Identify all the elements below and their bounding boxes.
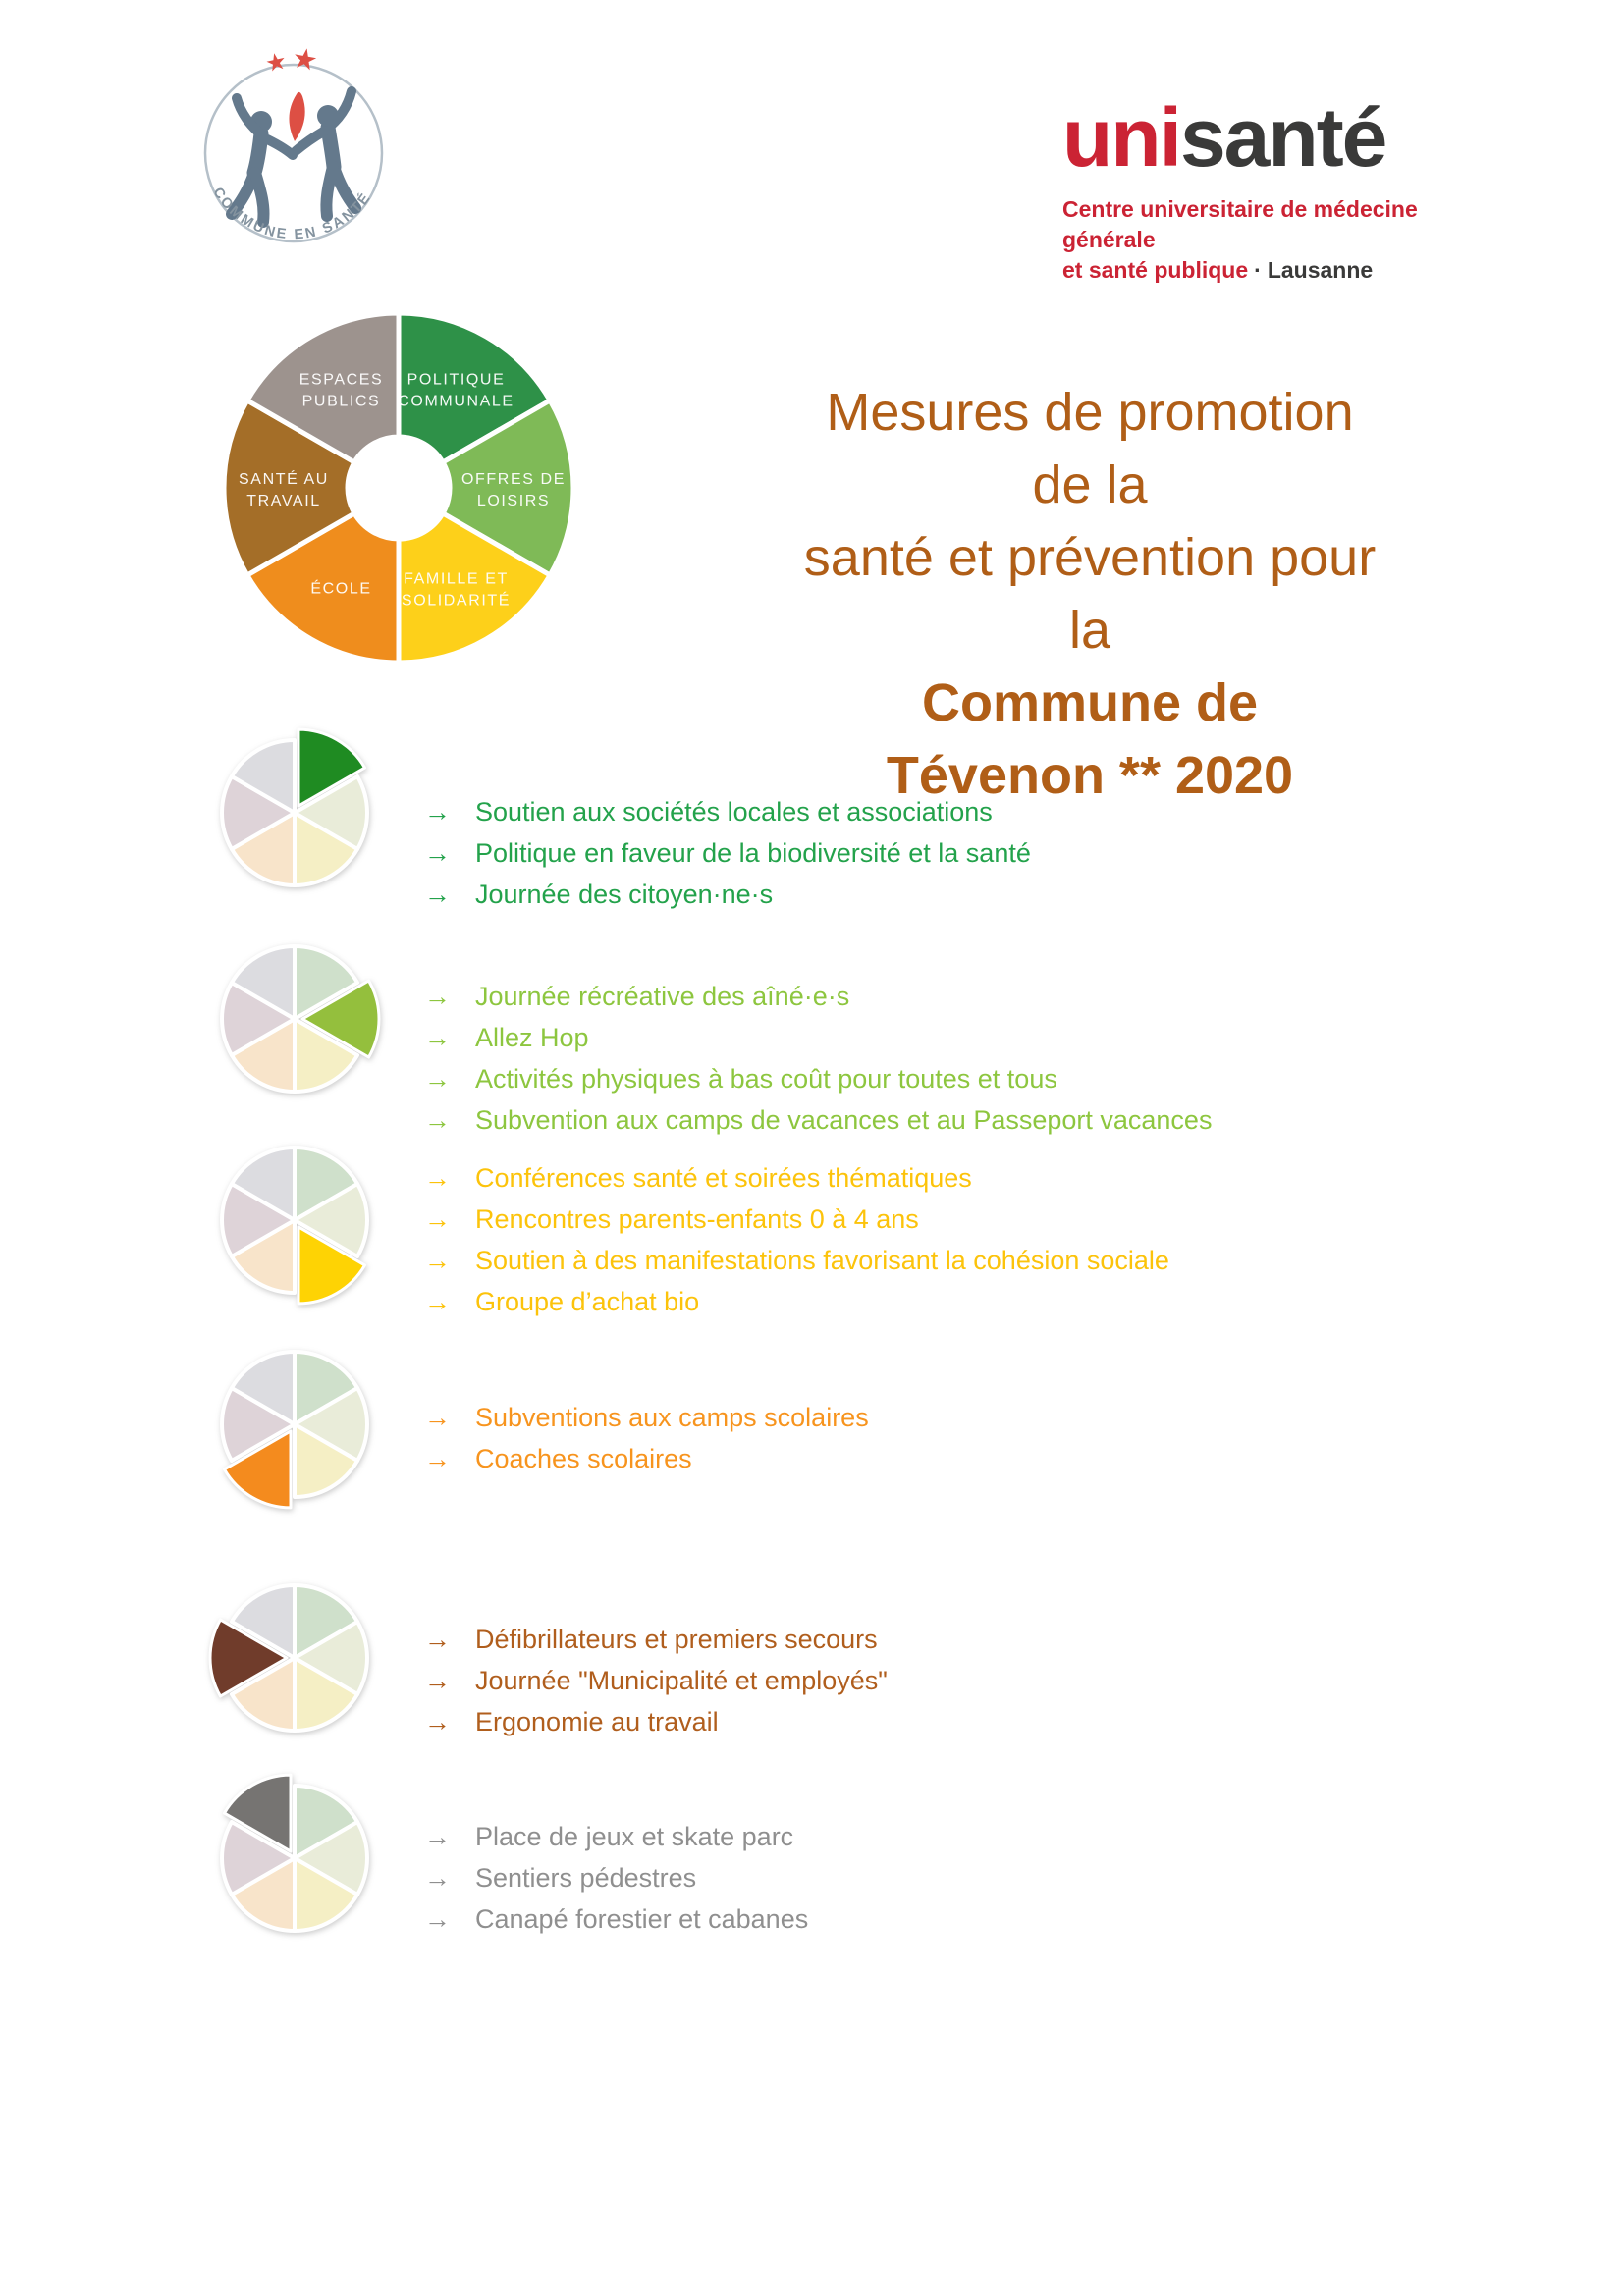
measure-item-label: Défibrillateurs et premiers secours: [475, 1625, 878, 1654]
measure-list-ecole: [424, 1397, 869, 1479]
mini-pie-espaces-publics: [206, 1770, 383, 1947]
arrow-bullet-icon: →: [424, 1666, 451, 1695]
wheel-segment-label: FAMILLE ET SOLIDARITÉ: [401, 570, 512, 610]
measure-item: [424, 1816, 808, 1857]
title-line-3: Commune de: [921, 673, 1259, 732]
star-icon: ★: [289, 42, 321, 79]
wheel-segment-label: POLITIQUE COMMUNALE: [398, 371, 514, 410]
measure-list-politique-communale: [424, 791, 1031, 915]
measure-item-label: Canapé forestier et cabanes: [475, 1904, 809, 1934]
arrow-bullet-icon: →: [424, 1105, 451, 1135]
measure-item: [424, 1701, 888, 1742]
arrow-bullet-icon: →: [424, 797, 451, 827]
measure-item: [424, 976, 1212, 1017]
wheel-segment-label: ESPACES PUBLICS: [298, 371, 384, 410]
measure-item: [424, 832, 1031, 874]
left-figure: [232, 98, 293, 222]
measure-item: [424, 1058, 1212, 1099]
measure-item: [424, 1199, 1169, 1240]
unisante-logo: [1062, 91, 1494, 286]
measure-item-label: Subvention aux camps de vacances et au Passeport vacances: [475, 1105, 1213, 1135]
measure-list-sante-au-travail: [424, 1619, 888, 1742]
measure-item: [424, 791, 1031, 832]
measure-item: [424, 874, 1031, 915]
unisante-wordmark: [1062, 91, 1494, 184]
measure-item-label: Journée des citoyen·ne·s: [475, 880, 774, 909]
measure-item-label: Soutien à des manifestations favorisant la cohésion sociale: [475, 1246, 1169, 1275]
arrow-bullet-icon: →: [424, 1246, 451, 1275]
measure-item-label: Place de jeux et skate parc: [475, 1822, 794, 1851]
arrow-bullet-icon: →: [424, 1204, 451, 1234]
arrow-bullet-icon: →: [424, 1863, 451, 1893]
wheel-segment-label: ÉCOLE: [310, 580, 372, 598]
mini-pie-famille-et-solidarite: [206, 1132, 383, 1308]
star-icon: ★: [262, 47, 290, 79]
measure-list-espaces-publics: [424, 1816, 808, 1940]
measure-item: [424, 1099, 1212, 1141]
arrow-bullet-icon: →: [424, 838, 451, 868]
measure-item: [424, 1397, 869, 1438]
measure-item-label: Rencontres parents-enfants 0 à 4 ans: [475, 1204, 919, 1234]
measure-item-label: Allez Hop: [475, 1023, 589, 1052]
leaf-icon: [289, 92, 304, 141]
unisante-word-uni: uni: [1062, 91, 1180, 184]
measure-item: [424, 1438, 869, 1479]
title-line-4: Tévenon ** 2020: [886, 746, 1294, 805]
mini-pie-sante-au-travail: [206, 1570, 383, 1746]
mini-pie-ecole: [206, 1336, 383, 1513]
measure-item: [424, 1240, 1169, 1281]
arrow-bullet-icon: →: [424, 1403, 451, 1432]
measure-item-label: Activités physiques à bas coût pour toutes et tous: [475, 1064, 1057, 1094]
arrow-bullet-icon: →: [424, 1904, 451, 1934]
arrow-bullet-icon: →: [424, 1163, 451, 1193]
measure-item: [424, 1857, 808, 1898]
arrow-bullet-icon: →: [424, 982, 451, 1011]
measure-list-famille-et-solidarite: [424, 1157, 1169, 1322]
arrow-bullet-icon: →: [424, 1707, 451, 1736]
arrow-bullet-icon: →: [424, 880, 451, 909]
measure-item-label: Groupe d’achat bio: [475, 1287, 700, 1316]
measure-item: [424, 1619, 888, 1660]
measure-item: [424, 1157, 1169, 1199]
arrow-bullet-icon: →: [424, 1023, 451, 1052]
logo-arc-text: COMMUNE EN SANTÉ: [209, 185, 375, 243]
unisante-subtitle: [1062, 194, 1494, 286]
mini-pie-politique-communale: [206, 724, 383, 901]
wheel-segment-label: OFFRES DE LOISIRS: [461, 471, 566, 509]
title-line-1: Mesures de promotion de la: [826, 383, 1354, 514]
measure-item-label: Conférences santé et soirées thématiques: [475, 1163, 972, 1193]
unisante-subline1: Centre universitaire de médecine générale: [1062, 196, 1418, 252]
unisante-subline2: et santé publique · Lausanne: [1062, 257, 1374, 283]
measure-item-label: Sentiers pédestres: [475, 1863, 697, 1893]
wheel-segment-label: SANTÉ AU TRAVAIL: [239, 471, 329, 509]
title-line-2: santé et prévention pour la: [803, 528, 1377, 660]
arrow-bullet-icon: →: [424, 1625, 451, 1654]
arrow-bullet-icon: →: [424, 1064, 451, 1094]
measure-item: [424, 1660, 888, 1701]
measure-item-label: Coaches scolaires: [475, 1444, 692, 1473]
measure-item: [424, 1281, 1169, 1322]
mini-pie-offres-de-loisirs: [206, 931, 383, 1107]
health-themes-wheel: [221, 310, 576, 666]
measure-item-label: Soutien aux sociétés locales et associations: [475, 797, 993, 827]
arrow-bullet-icon: →: [424, 1287, 451, 1316]
arrow-bullet-icon: →: [424, 1444, 451, 1473]
measure-item: [424, 1017, 1212, 1058]
arrow-bullet-icon: →: [424, 1822, 451, 1851]
measure-item-label: Politique en faveur de la biodiversité et la santé: [475, 838, 1031, 868]
measure-list-offres-de-loisirs: [424, 976, 1212, 1141]
page-title: [800, 376, 1380, 812]
measure-item-label: Journée récréative des aîné·e·s: [475, 982, 850, 1011]
commune-en-sante-logo: [194, 37, 393, 257]
measure-item-label: Subventions aux camps scolaires: [475, 1403, 869, 1432]
measure-item-label: Ergonomie au travail: [475, 1707, 719, 1736]
measure-item: [424, 1898, 808, 1940]
unisante-word-sante: santé: [1179, 91, 1386, 184]
measure-item-label: Journée "Municipalité et employés": [475, 1666, 888, 1695]
